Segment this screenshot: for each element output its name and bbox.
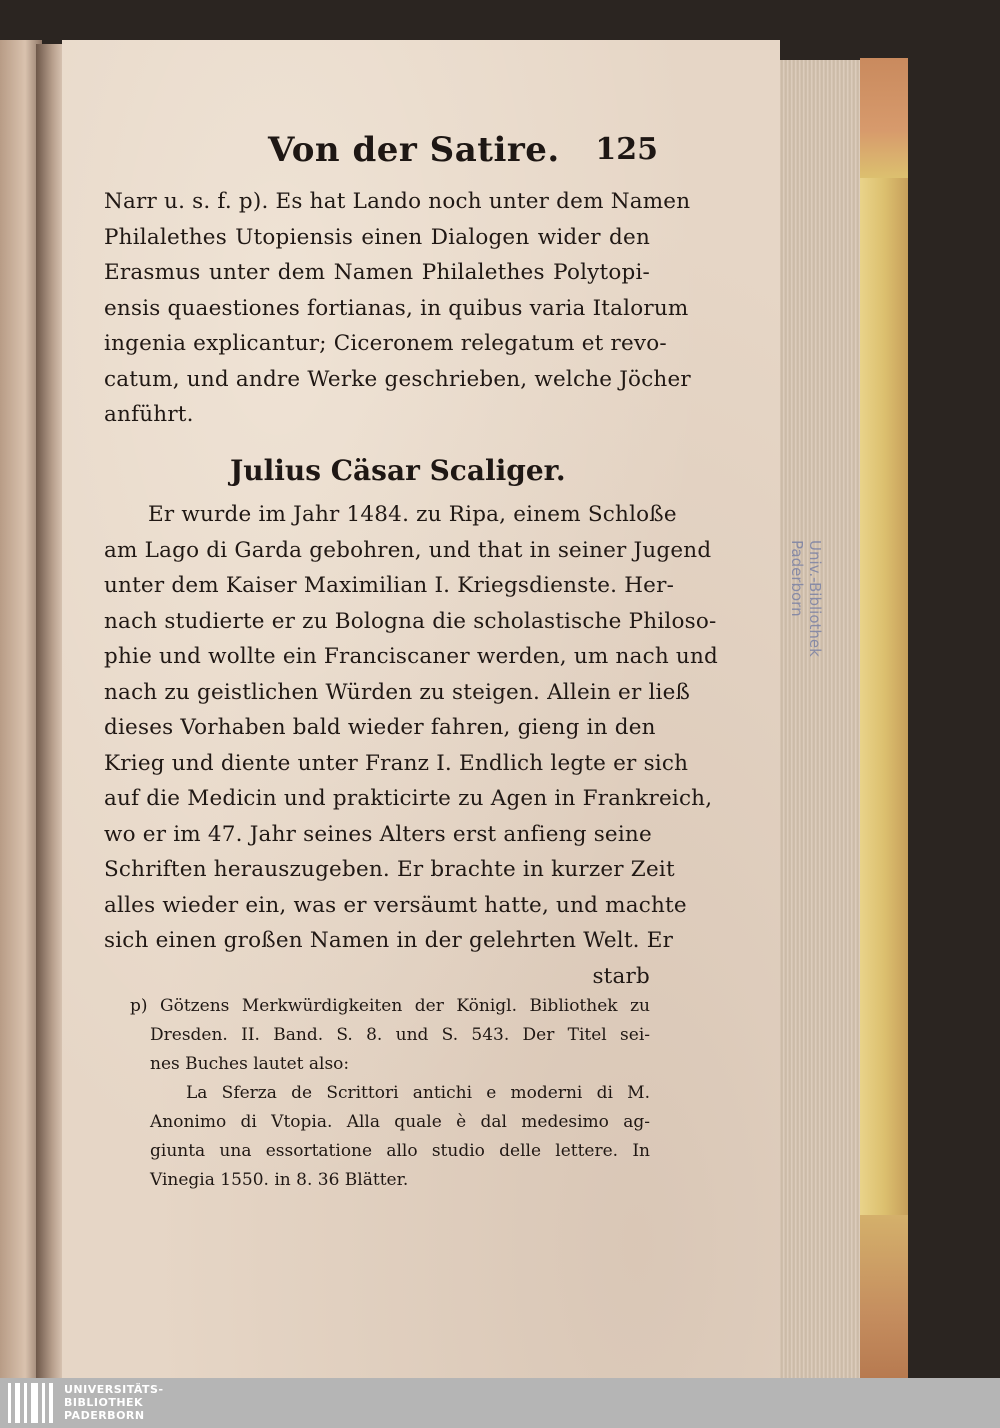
text-line: Philalethes Utopiensis einen Dialogen wider den — [104, 224, 650, 250]
text-line: alles wieder ein, was er versäumt hatte, und machte — [104, 892, 687, 918]
paragraph-2 — [104, 497, 718, 994]
text-line: Er wurde im Jahr 1484. zu Ripa, einem Schloße — [148, 502, 677, 527]
footnote-quote-line: giunta una essortatione allo studio delle lettere. In — [150, 1141, 650, 1161]
cover-top-corner — [860, 58, 908, 178]
text-line: catum, und andre Werke geschrieben, welche Jöcher — [104, 366, 691, 392]
footnote-line: Dresden. II. Band. S. 8. und S. 543. Der Titel sei- — [150, 1025, 650, 1045]
text-line: Narr u. s. f. p). Es hat Lando noch unter dem Namen — [104, 189, 691, 214]
text-line: auf die Medicin und prakticirte zu Agen in Frankreich, — [104, 786, 713, 811]
library-stamp: Univ.-Bibliothek Paderborn — [788, 540, 824, 657]
text-line: unter dem Kaiser Maximilian I. Kriegsdienste. Her- — [104, 573, 675, 598]
section-heading: Julius Cäsar Scaliger. — [230, 454, 566, 487]
footnote-block — [130, 992, 650, 1195]
cover-bottom-corner — [860, 1215, 908, 1378]
footnote-quote-line: Vinegia 1550. in 8. 36 Blätter. — [150, 1170, 409, 1190]
running-head: Von der Satire. — [268, 130, 560, 170]
logo-line: BIBLIOTHEK — [64, 1396, 144, 1409]
text-line: phie und wollte ein Franciscaner werden, um nach und — [104, 644, 718, 669]
library-logo-icon — [8, 1383, 56, 1423]
text-line: Erasmus unter dem Namen Philalethes Polytopi- — [104, 260, 650, 285]
text-line: wo er im 47. Jahr seines Alters erst anfieng seine — [104, 821, 652, 847]
paragraph-1 — [104, 184, 691, 433]
logo-line: UNIVERSITÄTS- — [64, 1383, 164, 1396]
text-line: ensis quaestiones fortianas, in quibus varia Italorum — [104, 295, 689, 321]
library-footer-bar — [0, 1378, 1000, 1428]
text-line: Krieg und diente unter Franz I. Endlich legte er sich — [104, 750, 689, 776]
library-logo-text — [64, 1383, 164, 1422]
text-line: anführt. — [104, 402, 194, 427]
text-line: nach studierte er zu Bologna die scholastische Philoso- — [104, 608, 717, 634]
text-line: ingenia explicantur; Ciceronem relegatum et revo- — [104, 331, 667, 356]
logo-line: PADERBORN — [64, 1409, 145, 1422]
text-line: am Lago di Garda gebohren, und that in seiner Jugend — [104, 537, 712, 563]
footnote-quote-line: La Sferza de Scrittori antichi e moderni di M. — [186, 1083, 650, 1103]
text-line: dieses Vorhaben bald wieder fahren, gieng in den — [104, 715, 656, 740]
page-number: 125 — [595, 132, 658, 167]
book-cover-edge — [860, 58, 908, 1378]
text-line: Schriften herauszugeben. Er brachte in kurzer Zeit — [104, 857, 675, 882]
catchword: starb — [592, 963, 650, 989]
text-line: nach zu geistlichen Würden zu steigen. Allein er ließ — [104, 679, 691, 705]
text-line: sich einen großen Namen in der gelehrten Welt. Er — [104, 928, 674, 953]
footnote-line: nes Buches lautet also: — [150, 1054, 350, 1074]
footnote-line: p) Götzens Merkwürdigkeiten der Königl. Bibliothek zu — [130, 996, 650, 1016]
footnote-quote-line: Anonimo di Vtopia. Alla quale è dal medesimo ag- — [150, 1112, 650, 1132]
page-header — [268, 130, 658, 174]
